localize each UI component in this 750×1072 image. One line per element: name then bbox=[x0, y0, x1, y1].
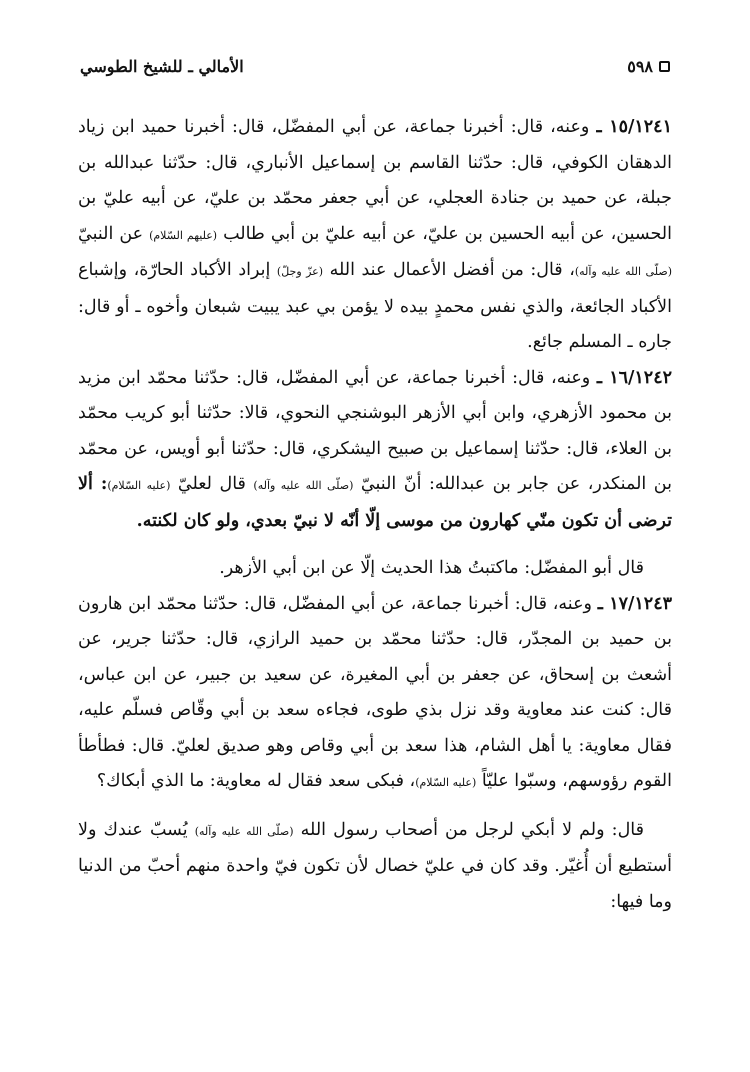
note-text: قال أبو المفضّل: ماكتبتُ هذا الحديث إلّا عن ابن أبي الأزهر. bbox=[219, 558, 644, 578]
hadith-text: عن النبيّ bbox=[78, 223, 150, 244]
hadith-number: ١٦/١٢٤٢ ـ bbox=[596, 367, 672, 388]
hadith-text: قال لعليّ bbox=[170, 474, 254, 494]
hadith-text: يُسبّ عندك ولا أستطيع أن أُغيّر. وقد كان في عليّ خصال لأن تكون فيّ واحدة منهم أحبّ من الدنيا وما فيها: bbox=[78, 819, 672, 912]
honorific: (عزّ وجلّ) bbox=[276, 265, 324, 278]
running-header bbox=[80, 50, 670, 82]
book-title: الأمالي ـ للشيخ الطوسي bbox=[80, 56, 244, 76]
hadith-text: وعنه، قال: أخبرنا جماعة، عن أبي المفضّل، قال: أخبرنا حميد ابن زياد الدهقان الكوفي، قال: حدّثنا القاسم بن إسماعيل الأنباري، قال: حدّثنا عبدالله بن جبلة، عن حميد بن جنادة العجلي، عن أبي جعفر محمّد بن عليّ، عن أبيه عليّ بن الحسين، عن أبيه الحسين بن عليّ، عن أبيه عليّ بن أبي طالب bbox=[78, 117, 673, 244]
honorific: (صلّى الله عليه وآله) bbox=[253, 479, 354, 492]
square-bullet-icon bbox=[659, 61, 670, 72]
hadith-text: : ألا ترضى أن تكون منّي كهارون من موسى إلّا أنّه لا نبيّ بعدي، ولو كان لكنته. bbox=[78, 474, 672, 531]
hadith-text: وعنه، قال: أخبرنا جماعة، عن أبي المفضّل، قال: حدّثنا محمّد ابن مزيد بن محمود الأزهري، وابن أبي الأزهر البوشنجي النحوي، قالا: حدّثنا أبو كريب محمّد بن العلاء، قال: حدّثنا إسماعيل بن صبيح اليشكري، قال: حدّثنا أبو أويس، عن محمّد بن المنكدر، عن جابر بن عبدالله: أنّ النبيّ bbox=[78, 367, 672, 494]
honorific: (عليه السّلام) bbox=[415, 776, 477, 789]
hadith-number: ١٧/١٢٤٣ ـ bbox=[597, 593, 672, 614]
page-number-group bbox=[627, 57, 670, 76]
narrator-note bbox=[78, 551, 672, 587]
hadith-text: وعنه، قال: أخبرنا جماعة، عن أبي المفضّل، قال: حدّثنا محمّد ابن هارون بن حميد بن المجدّر، قال: حدّثنا محمّد بن حميد الرازي، قال: حدّثنا جرير، عن أشعث بن إسحاق، عن جعفر بن أبي المغيرة، عن سعيد بن جبير، عن ابن عباس، قال: كنت عند معاوية وقد نزل بذي طوى، فجاءه سعد بن أبي وقّاص فسلّم عليه، فقال معاوية: يا أهل الشام، هذا سعد بن أبي وقاص وهو صديق لعليّ. قال: فطأطأ القوم رؤوسهم، وسبّوا عليّاً bbox=[78, 593, 672, 791]
honorific: (عليه السّلام) bbox=[107, 479, 171, 492]
hadith-text: ، قال: من أفضل الأعمال عند الله bbox=[323, 260, 575, 280]
page-number: ٥٩٨ bbox=[627, 56, 653, 76]
hadith-text: ، فبكى سعد فقال له معاوية: ما الذي أبكاك؟ bbox=[96, 771, 416, 791]
honorific: (صلّى الله عليه وآله) bbox=[194, 824, 294, 838]
honorific: (عليهم السّلام) bbox=[149, 228, 218, 242]
hadith-paragraph-16 bbox=[78, 361, 672, 540]
hadith-text: إبراد الأكباد الحارّة، وإشباع الأكباد الجائعة، والذي نفس محمدٍ بيده لا يؤمن بي عبد يبيت شبعان وأخوه ـ أو قال: جاره ـ المسلم جائع. bbox=[78, 260, 672, 352]
hadith-paragraph-15 bbox=[78, 110, 672, 361]
hadith-number: ١٥/١٢٤١ ـ bbox=[596, 117, 672, 137]
body-text bbox=[78, 110, 672, 920]
continuation-paragraph bbox=[78, 813, 672, 921]
hadith-text: قال: ولم لا أبكي لرجل من أصحاب رسول الله bbox=[293, 819, 644, 840]
honorific: (صلّى الله عليه وآله) bbox=[574, 265, 672, 278]
hadith-paragraph-17 bbox=[78, 587, 672, 801]
